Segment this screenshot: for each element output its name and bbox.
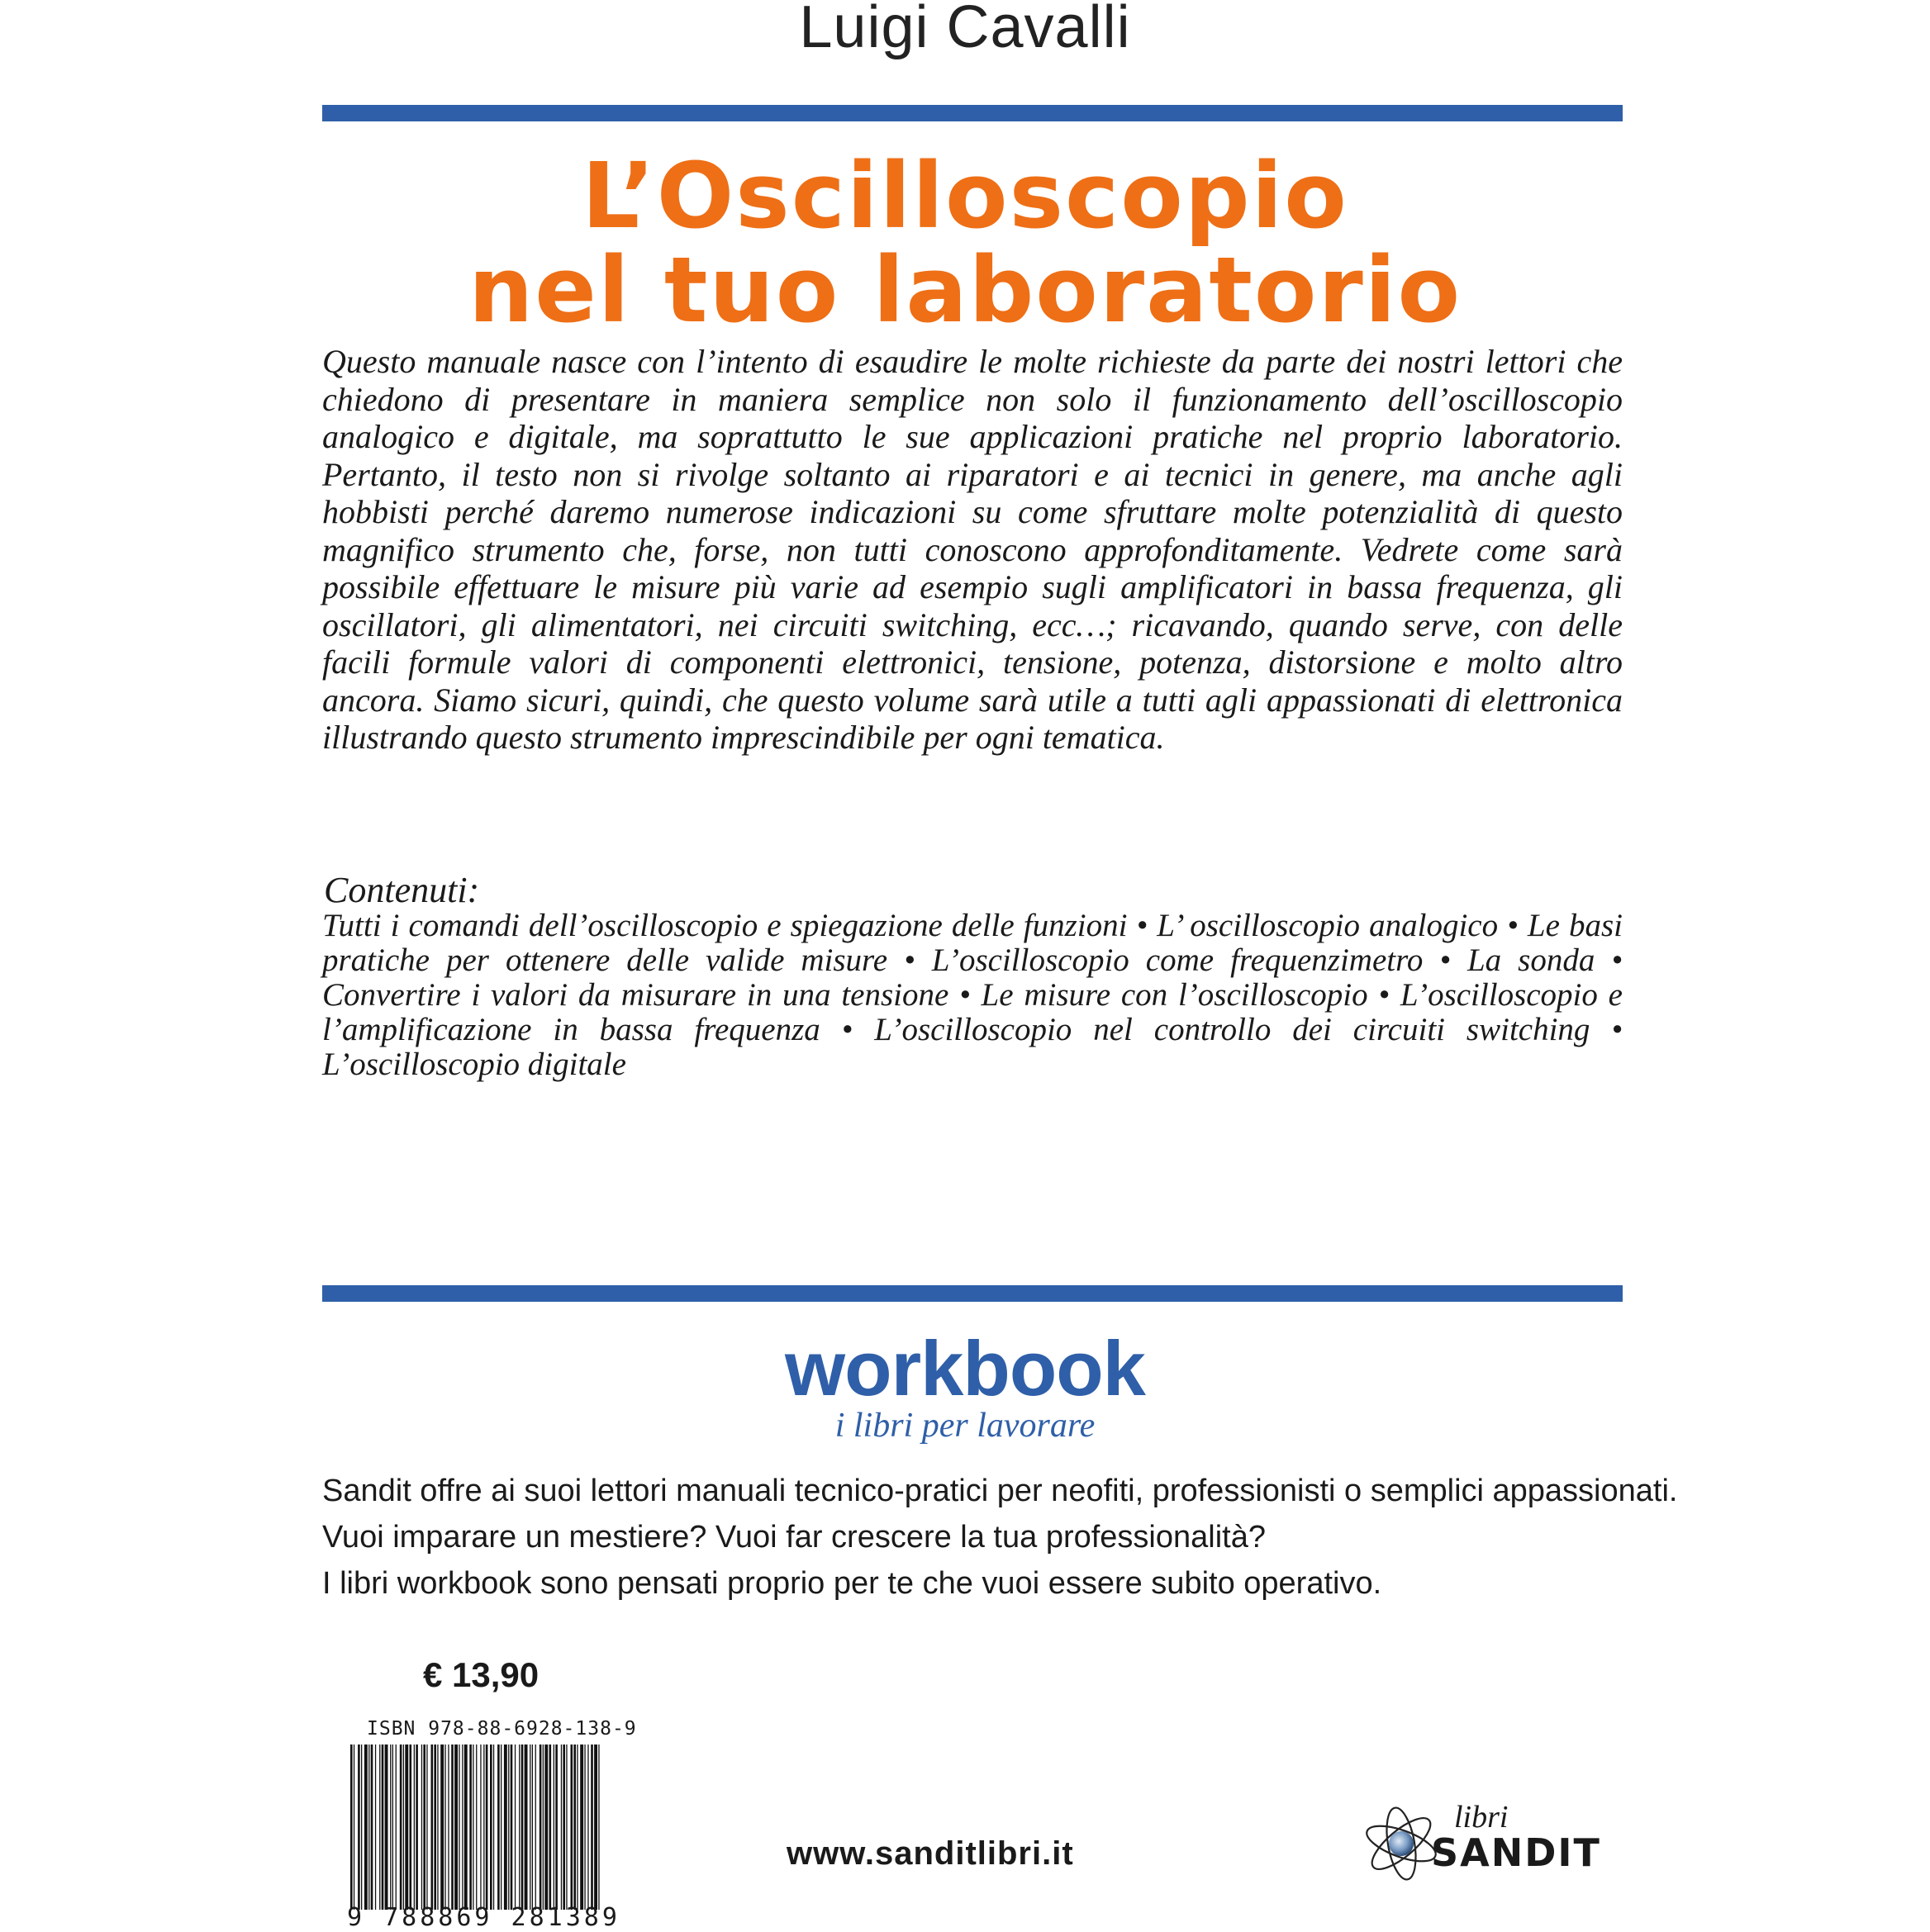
book-description: Questo manuale nasce con l’intento di esaudire le molte richieste da parte dei nostri lettori che chiedono di presentare in maniera semplice non solo il funzionamento dell’oscilloscopio analogico e digitale, ma soprattutto le sue applicazioni pratiche nel proprio laboratorio. Pertanto, il testo non si rivolge soltanto ai riparatori e ai tecnici in genere, ma anche agli hobbisti perché daremo numerose indicazioni su come sfruttare molte potenzialità di questo magnifico strumento che, forse, non tutti conoscono approfonditamente. Vedrete come sarà possibile effettuare le misure più varie ad esempio sugli amplificatori in bassa frequenza, gli oscillatori, gli alimentatori, nei circuiti switching, ecc…; ricavando, quando serve, con delle facili formule valori di componenti elettronici, tensione, potenza, distorsione e molto altro ancora. Siamo sicuri, quindi, che questo volume sarà utile a tutti agli appassionati di elettronica illustrando questo strumento imprescindibile per ogni tematica. [322, 343, 1623, 756]
top-divider [322, 105, 1623, 121]
publisher-libri-label: libri [1454, 1800, 1509, 1835]
promo-line-2: Vuoi imparare un mestiere? Vuoi far crescere la tua professionalità? [322, 1520, 1266, 1555]
barcode-icon [347, 1744, 605, 1910]
publisher-website: www.sanditlibri.it [787, 1835, 1074, 1872]
contents-heading: Contenuti: [324, 870, 480, 910]
book-title-line-1: L’Oscilloscopio [582, 143, 1348, 249]
author-name: Luigi Cavalli [799, 0, 1131, 60]
contents-list: Tutti i comandi dell’oscilloscopio e spiegazione delle funzioni • L’ oscilloscopio analogico • Le basi pratiche per ottenere delle valide misure • L’oscilloscopio come frequenzimetro • La sonda • Convertire i valori da misurare in una tensione • Le misure con l’oscilloscopio • L’oscilloscopio e l’amplificazione in bassa frequenza • L’oscilloscopio nel controllo dei circuiti switching • L’oscilloscopio digitale [322, 908, 1623, 1082]
barcode-digits: 9 788869 281389 [347, 1903, 620, 1932]
series-logo: workbook [785, 1325, 1145, 1412]
book-title-line-2: nel tuo laboratorio [468, 237, 1462, 343]
publisher-promo [322, 1468, 1678, 1607]
isbn-label: ISBN 978-88-6928-138-9 [367, 1718, 637, 1740]
bottom-divider [322, 1285, 1623, 1302]
promo-line-1: Sandit offre ai suoi lettori manuali tecnico-pratici per neofiti, professionisti o semplici appassionati. [322, 1474, 1678, 1508]
promo-line-3: I libri workbook sono pensati proprio per te che vuoi essere subito operativo. [322, 1566, 1382, 1601]
price-label: € 13,90 [423, 1655, 540, 1694]
series-tagline: i libri per lavorare [834, 1407, 1096, 1445]
publisher-name: SANDIT [1431, 1830, 1601, 1875]
